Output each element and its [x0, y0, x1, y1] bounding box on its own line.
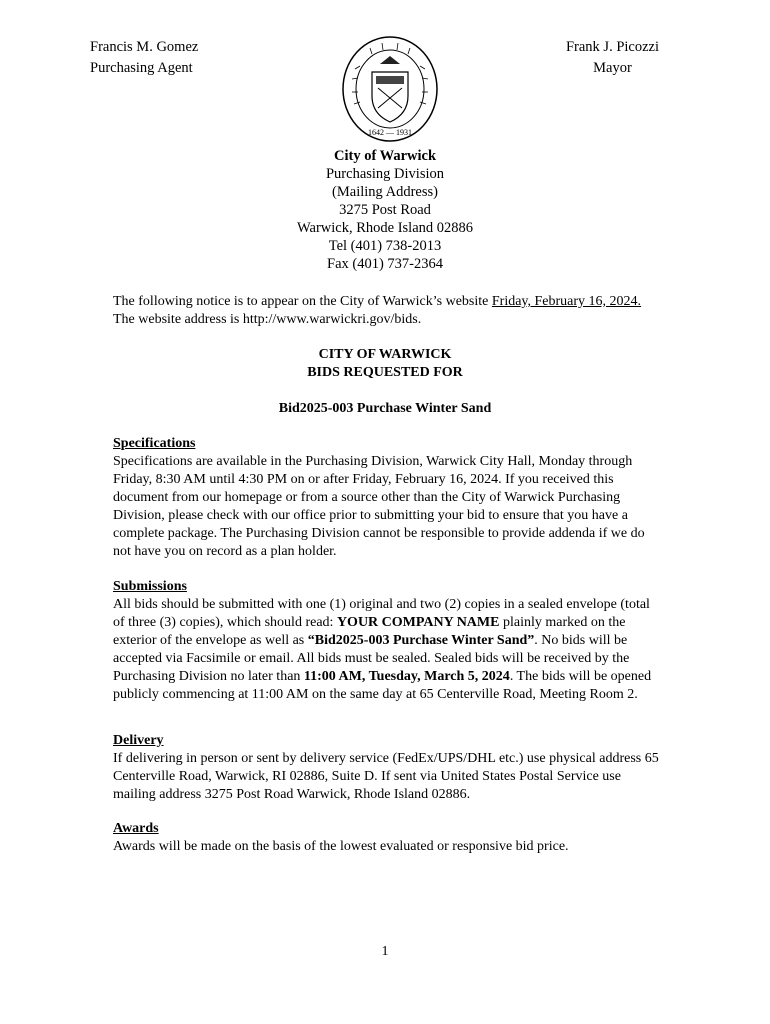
heading-city: CITY OF WARWICK	[318, 347, 452, 362]
page-number: 1	[381, 944, 389, 959]
awards-body: Awards will be made on the basis of the lowest evaluated or responsive bid price.	[113, 839, 569, 854]
bid-title: Bid2025-003 Purchase Winter Sand	[278, 401, 492, 416]
purchasing-agent-title: Purchasing Agent	[90, 60, 193, 76]
submissions-heading: Submissions	[113, 579, 187, 594]
purchasing-agent-name: Francis M. Gomez	[90, 39, 199, 55]
city-seal-icon	[340, 34, 440, 144]
delivery-section	[113, 732, 665, 804]
notice-date: Friday, February 16, 2024.	[491, 294, 642, 309]
specifications-heading: Specifications	[113, 436, 196, 451]
address-block	[0, 147, 770, 273]
org-name: City of Warwick	[333, 148, 437, 164]
mailing-label: (Mailing Address)	[332, 184, 438, 200]
mayor-name: Frank J. Picozzi	[565, 39, 659, 55]
fax: Fax (401) 737-2364	[327, 256, 443, 272]
mayor-title: Mayor	[593, 60, 632, 76]
bid-heading	[0, 346, 770, 382]
mayor-block	[566, 37, 659, 79]
telephone: Tel (401) 738-2013	[328, 238, 442, 254]
submissions-section	[113, 578, 665, 704]
city-state-zip: Warwick, Rhode Island 02886	[296, 220, 474, 236]
street-address: 3275 Post Road	[339, 202, 431, 218]
division-name: Purchasing Division	[325, 166, 444, 182]
svg-text:1642 — 1931: 1642 — 1931	[368, 128, 412, 137]
notice-intro: The following notice is to appear on the City of Warwick’s website	[113, 294, 492, 309]
notice-website: The website address is http://www.warwickri.gov/bids.	[113, 312, 422, 327]
awards-section	[113, 820, 665, 856]
awards-heading: Awards	[113, 821, 159, 836]
delivery-heading: Delivery	[113, 733, 164, 748]
delivery-body: If delivering in person or sent by delivery service (FedEx/UPS/DHL etc.) use physical address 65 Centerville Road, Warwick, RI 02886, Suite D. If sent via United States Postal Service use mailing address 3275 Post Road Warwick, Rhode Island 02886.	[113, 751, 659, 802]
submissions-body: All bids should be submitted with one (1) original and two (2) copies in a sealed envelope (total of three (3) copies), which should read: YOUR COMPANY NAME plainly marked on the exterior of the envelope as well as “Bid2025-003 Purchase Winter Sand”. No bids will be accepted via Facsimile or email. All bids must be sealed. Sealed bids will be received by the Purchasing Division no later than 11:00 AM, Tuesday, March 5, 2024. The bids will be opened publicly commencing at 11:00 AM on the same day at 65 Centerville Road, Meeting Room 2.	[113, 597, 652, 702]
specifications-body: Specifications are available in the Purchasing Division, Warwick City Hall, Monday through Friday, 8:30 AM until 4:30 PM on or after Friday, February 16, 2024. If you received this document from our homepage or from a source other than the City of Warwick Purchasing Division, please check with our office prior to submitting your bid to ensure that you have a complete package. The Purchasing Division cannot be responsible to provide addenda if we do not have you on record as a plan holder.	[113, 454, 645, 559]
specifications-section	[113, 435, 665, 561]
purchasing-agent-block	[90, 37, 198, 79]
heading-bids-requested: BIDS REQUESTED FOR	[307, 365, 463, 380]
notice-paragraph	[113, 293, 665, 329]
